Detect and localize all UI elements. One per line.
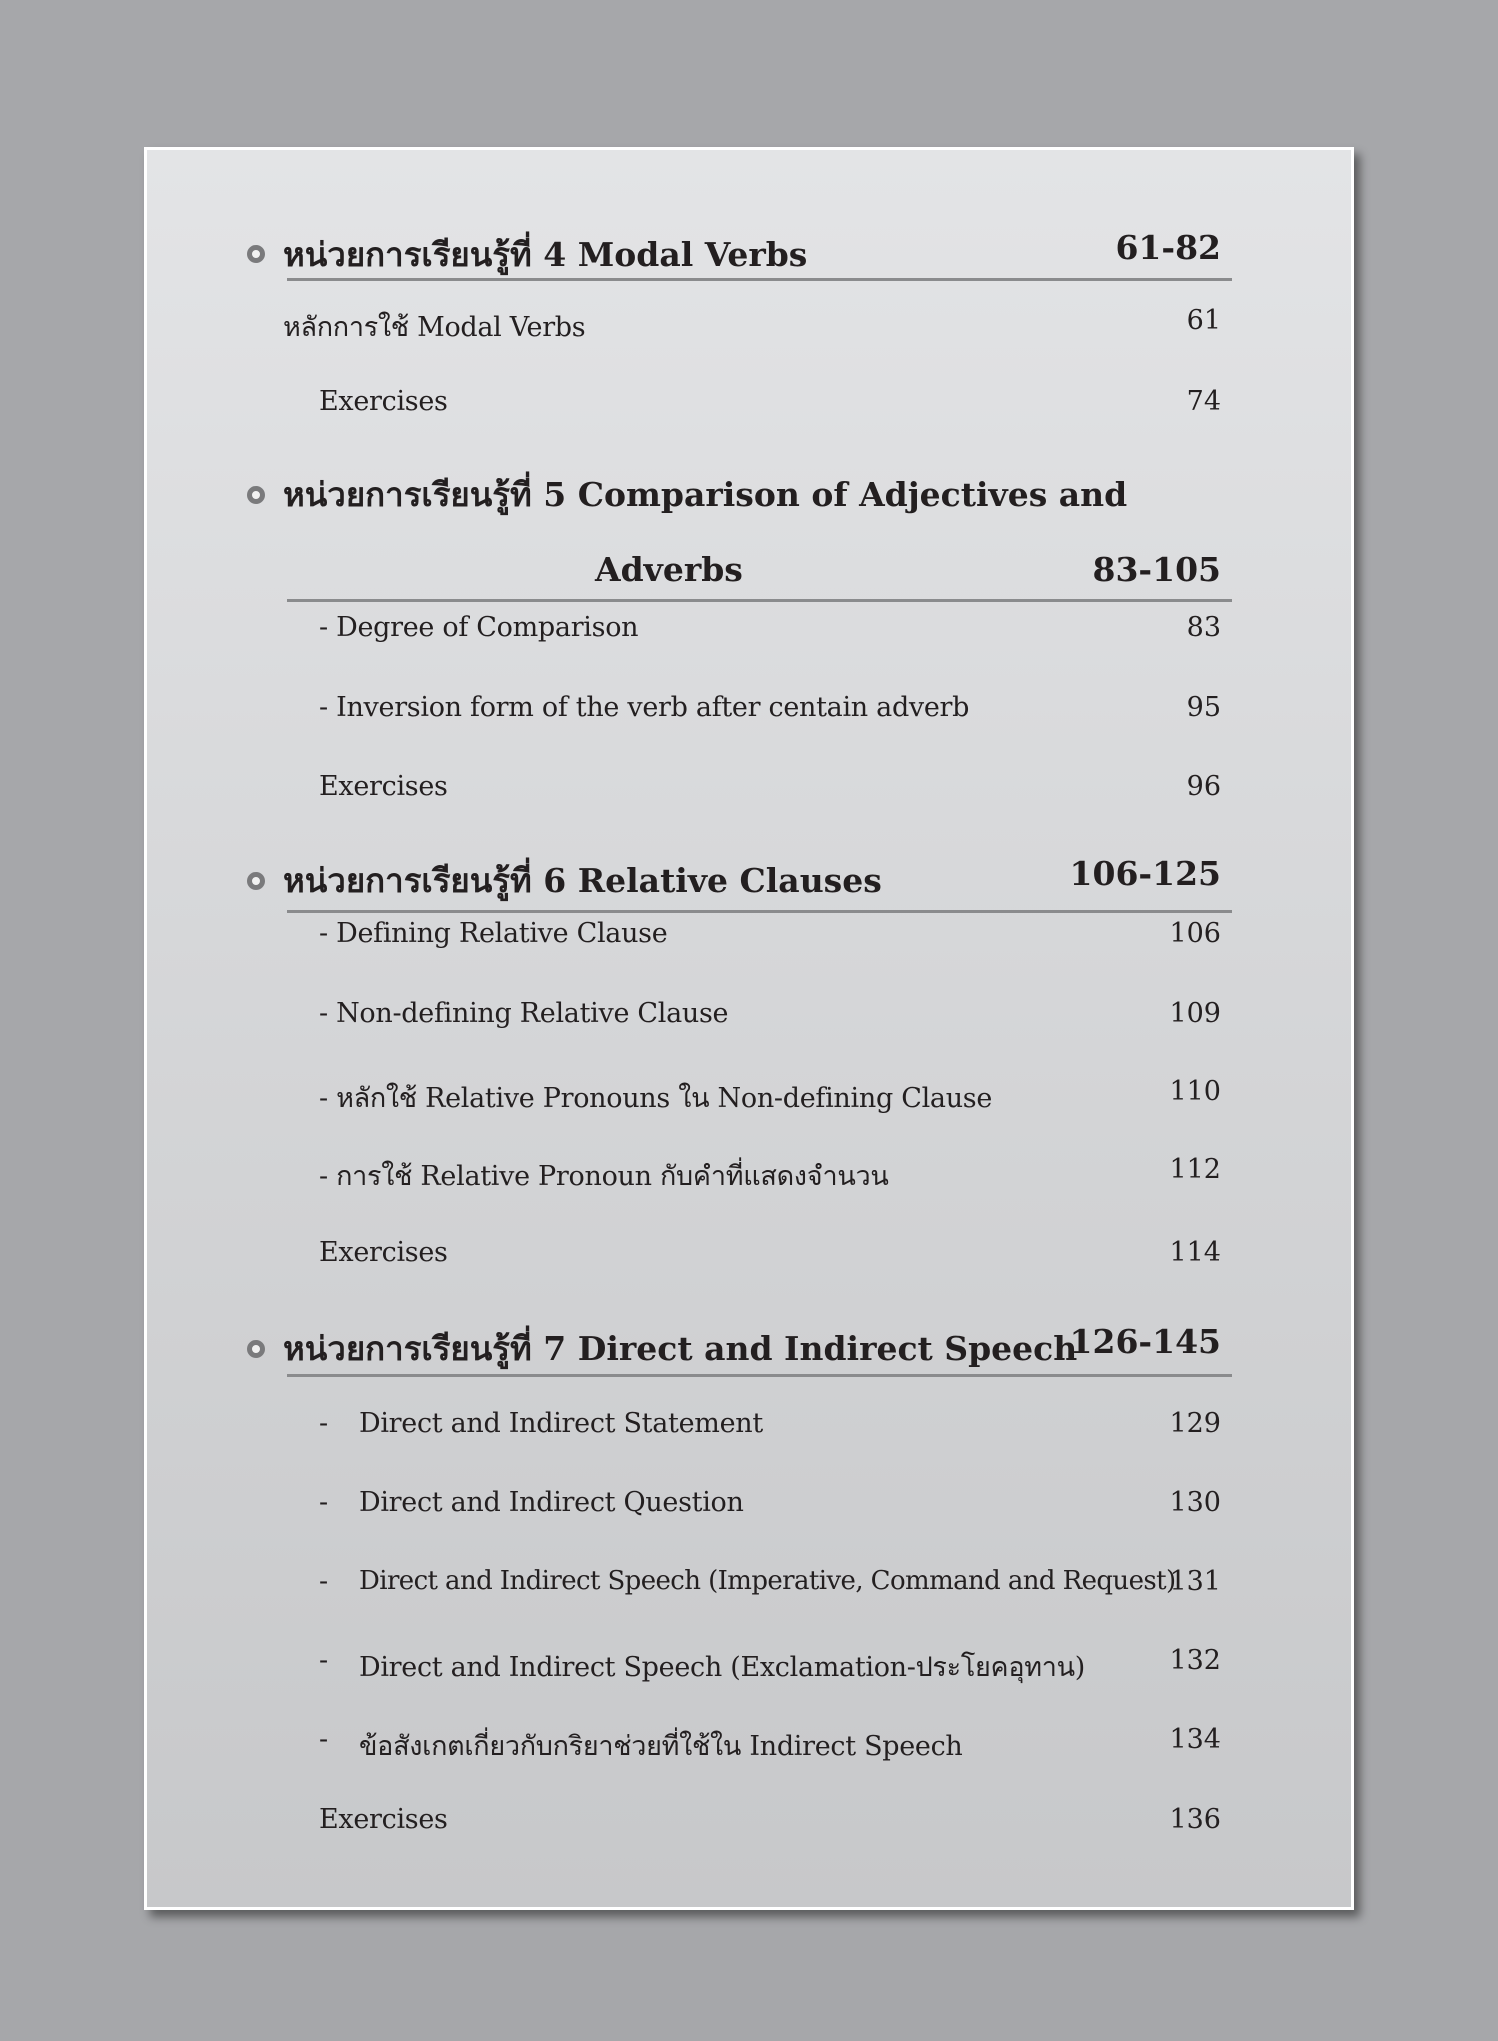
- unit-5-divider: [287, 599, 1232, 602]
- unit-7-entry-5: ข้อสังเกตเกี่ยวกับกริยาช่วยที่ใช้ใน Indirect Speech: [359, 1731, 963, 1762]
- unit-5-title: หน่วยการเรียนรู้ที่ 5 Comparison of Adjectives and: [283, 475, 1128, 514]
- bullet-icon: [247, 245, 265, 263]
- unit-7-exercises-page: 136: [1169, 1804, 1221, 1835]
- unit-5-entry-1: - Degree of Comparison: [319, 612, 639, 643]
- unit-5-pages: 83-105: [1092, 550, 1221, 589]
- unit-7-entry-4-dash: -: [319, 1645, 328, 1676]
- unit-7-entry-3-dash: -: [319, 1566, 328, 1597]
- unit-4-exercises-page: 74: [1186, 386, 1221, 417]
- unit-6-entry-1-page: 106: [1169, 918, 1221, 949]
- unit-7-entry-1-page: 129: [1169, 1408, 1221, 1439]
- unit-7-entry-1: Direct and Indirect Statement: [359, 1408, 763, 1439]
- bullet-icon: [247, 486, 265, 504]
- unit-6-entry-3-page: 110: [1169, 1076, 1221, 1107]
- unit-7-entry-5-page: 134: [1169, 1724, 1221, 1755]
- unit-7-entry-2: Direct and Indirect Question: [359, 1487, 744, 1518]
- unit-5-title-line2: Adverbs: [595, 550, 743, 589]
- unit-7-entry-2-dash: -: [319, 1487, 328, 1518]
- unit-5-entry-2-page: 95: [1186, 692, 1221, 723]
- unit-6-entry-4-page: 112: [1169, 1154, 1221, 1185]
- unit-5-exercises-page: 96: [1186, 771, 1221, 802]
- unit-4-title: หน่วยการเรียนรู้ที่ 4 Modal Verbs: [283, 235, 808, 274]
- unit-7-pages: 126-145: [1069, 1322, 1221, 1361]
- unit-4-entry-1: หลักการใช้ Modal Verbs: [283, 312, 586, 343]
- unit-6-divider: [287, 910, 1232, 913]
- unit-6-entry-2-page: 109: [1169, 998, 1221, 1029]
- unit-6-title: หน่วยการเรียนรู้ที่ 6 Relative Clauses: [283, 861, 882, 900]
- unit-7-title: หน่วยการเรียนรู้ที่ 7 Direct and Indirect Speech: [283, 1329, 1078, 1368]
- unit-4-exercises: Exercises: [319, 386, 448, 417]
- unit-6-entry-1: - Defining Relative Clause: [319, 918, 668, 949]
- unit-7-entry-1-dash: -: [319, 1408, 328, 1439]
- unit-7-entry-4-page: 132: [1169, 1645, 1221, 1676]
- unit-6-pages: 106-125: [1069, 854, 1221, 893]
- unit-6-exercises-page: 114: [1169, 1237, 1221, 1268]
- unit-6-entry-2: - Non-defining Relative Clause: [319, 998, 729, 1029]
- bullet-icon: [247, 872, 265, 890]
- unit-7-entry-3-page: 131: [1169, 1566, 1221, 1597]
- unit-6-entry-3: - หลักใช้ Relative Pronouns ใน Non-defining Clause: [319, 1083, 993, 1114]
- unit-5-entry-1-page: 83: [1186, 612, 1221, 643]
- unit-5-exercises: Exercises: [319, 771, 448, 802]
- unit-7-entry-2-page: 130: [1169, 1487, 1221, 1518]
- unit-6-exercises: Exercises: [319, 1237, 448, 1268]
- unit-7-entry-3: Direct and Indirect Speech (Imperative, Command and Request): [359, 1566, 1176, 1596]
- unit-5-entry-2: - Inversion form of the verb after centain adverb: [319, 692, 970, 723]
- unit-7-exercises: Exercises: [319, 1804, 448, 1835]
- unit-4-entry-1-page: 61: [1186, 305, 1221, 336]
- unit-4-divider: [287, 278, 1232, 281]
- unit-4-pages: 61-82: [1115, 228, 1221, 267]
- unit-7-entry-4: Direct and Indirect Speech (Exclamation-ประโยคอุทาน): [359, 1652, 1085, 1683]
- unit-7-divider: [287, 1374, 1232, 1377]
- unit-7-entry-5-dash: -: [319, 1724, 328, 1755]
- bullet-icon: [247, 1340, 265, 1358]
- toc-page: [144, 147, 1354, 1910]
- unit-6-entry-4: - การใช้ Relative Pronoun กับคำที่แสดงจำนวน: [319, 1161, 889, 1192]
